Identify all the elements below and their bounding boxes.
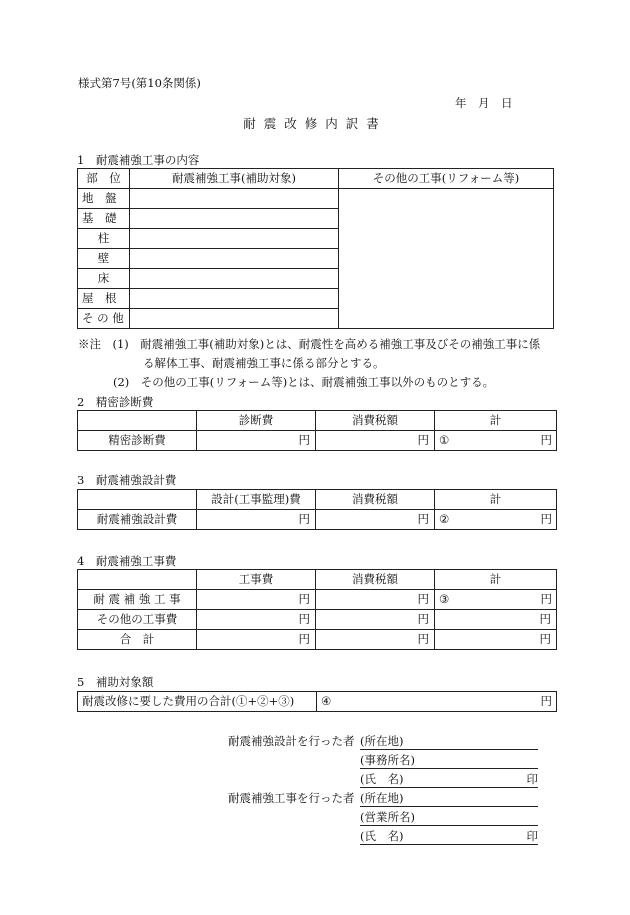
col-other-header: その他の工事(リフォーム等) <box>339 169 554 189</box>
table-row <box>78 490 557 510</box>
form-number: 様式第7号(第10条関係) <box>78 76 201 90</box>
work-fee-cell[interactable]: 円 <box>197 610 316 630</box>
col-part-header: 部 位 <box>78 169 130 189</box>
table-row <box>78 510 557 530</box>
part-label: 柱 <box>78 229 130 249</box>
note-line-1: ※注 (1) 耐震補強工事(補助対象)とは、耐震性を高める補強工事及びその補強工事に係 <box>78 337 541 351</box>
notes <box>78 335 540 392</box>
table-row <box>78 692 557 712</box>
total-cell[interactable]: ③ 円 <box>435 590 557 610</box>
tax-cell[interactable]: 円 <box>316 630 435 650</box>
diagnosis-fee-cell[interactable]: 円 <box>197 431 316 451</box>
seismic-cell[interactable] <box>130 269 339 289</box>
date-label: 年 月 日 <box>455 96 513 110</box>
col-b-header: 消費税額 <box>316 411 435 431</box>
seal-mark: 印 <box>526 829 538 843</box>
tax-cell[interactable]: 円 <box>316 510 435 530</box>
table-row <box>78 570 557 590</box>
seismic-cell[interactable] <box>130 289 339 309</box>
seismic-cell[interactable] <box>130 309 339 329</box>
total-cell[interactable]: ① 円 <box>435 431 557 451</box>
col-c-header: 計 <box>435 490 557 510</box>
row-label: 耐震改修に要した費用の合計(①+②+③) <box>78 692 317 712</box>
part-label: 基 礎 <box>78 209 130 229</box>
contractor-address-line[interactable]: (所在地) <box>360 790 538 807</box>
tax-cell[interactable]: 円 <box>316 590 435 610</box>
designer-office-line[interactable]: (事務所名) <box>360 752 538 769</box>
col-b-header: 消費税額 <box>316 490 435 510</box>
row-label: 耐震補強設計費 <box>78 510 197 530</box>
row-label: その他の工事費 <box>78 610 197 630</box>
seismic-cell[interactable] <box>130 189 339 209</box>
contractor-label: 耐震補強工事を行った者 <box>228 791 355 805</box>
part-label: 床 <box>78 269 130 289</box>
row-label: 耐 震 補 強 工 事 <box>78 590 197 610</box>
seal-mark: 印 <box>526 772 538 786</box>
designer-address-line[interactable]: (所在地) <box>360 733 538 750</box>
designer-label: 耐震補強設計を行った者 <box>228 734 355 748</box>
col-a-header: 診断費 <box>197 411 316 431</box>
tax-cell[interactable]: 円 <box>316 610 435 630</box>
total-cell[interactable]: 円 <box>435 610 557 630</box>
row-label: 精密診断費 <box>78 431 197 451</box>
col-c-header: 計 <box>435 570 557 590</box>
section3-table <box>77 489 557 530</box>
part-label: そ の 他 <box>78 309 130 329</box>
work-fee-cell[interactable]: 円 <box>197 590 316 610</box>
section3-heading: 3 耐震補強設計費 <box>77 473 177 487</box>
tax-cell[interactable]: 円 <box>316 431 435 451</box>
total-cell[interactable]: 円 <box>435 630 557 650</box>
section1-table <box>77 168 554 329</box>
note-line-2: る解体工事、耐震補強工事に係る部分とする。 <box>143 356 385 370</box>
blank-header <box>78 490 197 510</box>
contractor-name-line[interactable]: (氏 名) 印 <box>360 829 538 843</box>
section4-heading: 4 耐震補強工事費 <box>77 554 177 568</box>
section5-table <box>77 691 557 712</box>
blank-header <box>78 570 197 590</box>
contractor-office-line[interactable]: (営業所名) <box>360 809 538 826</box>
section5-heading: 5 補助対象額 <box>77 675 154 689</box>
section2-table <box>77 410 557 451</box>
section4-table <box>77 569 557 650</box>
part-label: 壁 <box>78 249 130 269</box>
row-label: 合 計 <box>78 630 197 650</box>
section2-heading: 2 精密診断費 <box>77 395 154 409</box>
other-work-cell[interactable] <box>339 189 554 329</box>
table-row <box>78 590 557 610</box>
section1-heading: 1 耐震補強工事の内容 <box>77 153 200 167</box>
blank-header <box>78 411 197 431</box>
design-fee-cell[interactable]: 円 <box>197 510 316 530</box>
table-row <box>78 189 554 209</box>
table-row <box>78 169 554 189</box>
part-label: 地 盤 <box>78 189 130 209</box>
table-row <box>78 630 557 650</box>
seismic-cell[interactable] <box>130 249 339 269</box>
work-fee-cell[interactable]: 円 <box>197 630 316 650</box>
designer-name-line[interactable]: (氏 名) 印 <box>360 772 538 786</box>
col-a-header: 設計(工事監理)費 <box>197 490 316 510</box>
table-row <box>78 610 557 630</box>
subsidy-total-cell[interactable]: ④ 円 <box>317 692 557 712</box>
table-row <box>78 411 557 431</box>
total-cell[interactable]: ② 円 <box>435 510 557 530</box>
col-c-header: 計 <box>435 411 557 431</box>
part-label: 屋 根 <box>78 289 130 309</box>
seismic-cell[interactable] <box>130 209 339 229</box>
col-seismic-header: 耐震補強工事(補助対象) <box>130 169 339 189</box>
seismic-cell[interactable] <box>130 229 339 249</box>
col-b-header: 消費税額 <box>316 570 435 590</box>
col-a-header: 工事費 <box>197 570 316 590</box>
table-row <box>78 431 557 451</box>
document-title: 耐震改修内訳書 <box>243 116 387 131</box>
note-line-3: (2) その他の工事(リフォーム等)とは、耐震補強工事以外のものとする。 <box>113 375 495 389</box>
